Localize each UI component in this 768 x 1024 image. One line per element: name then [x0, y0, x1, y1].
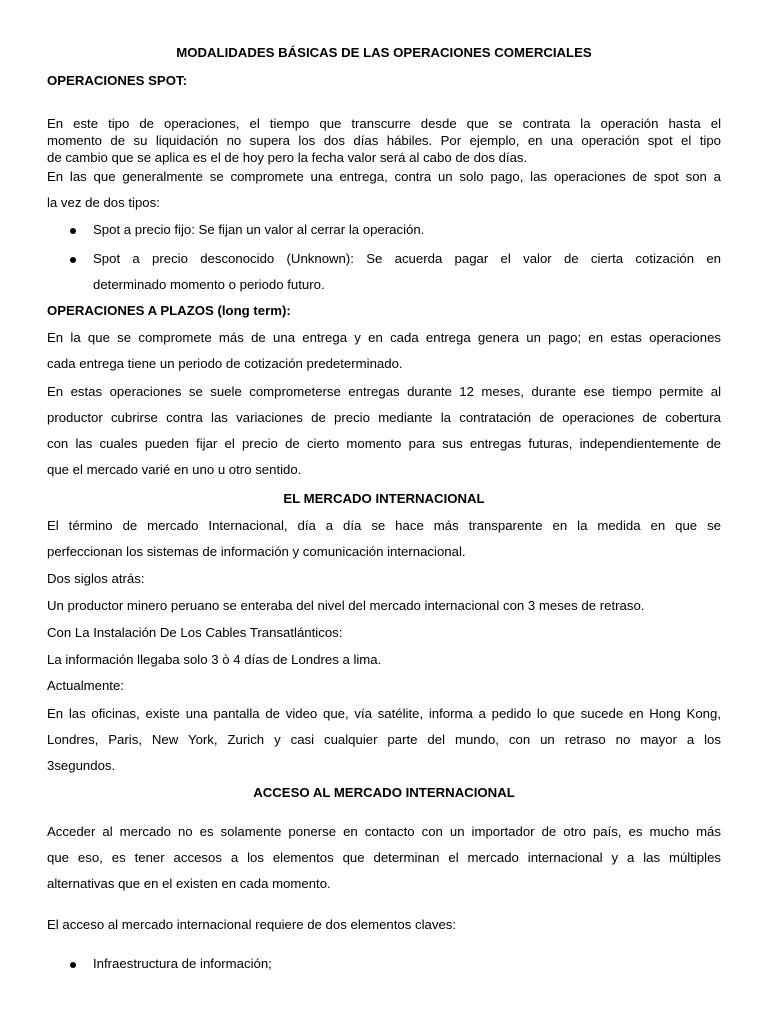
text-line: Spot a precio desconocido (Unknown): Se acuerda pagar el valor de cierta cotización en	[93, 251, 721, 266]
mercado-paragraph-1	[47, 517, 721, 560]
bullet-icon	[70, 251, 76, 266]
text-line: la vez de dos tipos:	[47, 195, 160, 210]
text-line: Londres, Paris, New York, Zurich y casi cualquier parte del mundo, con un retraso no mayor a los	[47, 732, 721, 747]
plazos-paragraph-1	[47, 329, 721, 372]
bullet-text: Infraestructura de información;	[93, 956, 272, 971]
text-line: En este tipo de operaciones, el tiempo que transcurre desde que se contrata la operación hasta el	[47, 116, 721, 131]
spot-heading: OPERACIONES SPOT:	[47, 73, 187, 88]
text-line: El término de mercado Internacional, día a día se hace más transparente en la medida en que se	[47, 518, 721, 533]
text-line: que eso, es tener accesos a los elementos que determinan el mercado internacional y a las múltiples	[47, 850, 721, 865]
plazos-heading: OPERACIONES A PLAZOS (long term):	[47, 303, 291, 318]
bullet-text: Spot a precio fijo: Se fijan un valor al cerrar la operación.	[93, 222, 425, 237]
text-line: Acceder al mercado no es solamente ponerse en contacto con un importador de otro país, es mucho más	[47, 824, 721, 839]
acceso-heading: ACCESO AL MERCADO INTERNACIONAL	[253, 785, 515, 800]
productor-text: Un productor minero peruano se enteraba del nivel del mercado internacional con 3 meses de retraso.	[47, 598, 645, 613]
spot-paragraph-2	[47, 168, 721, 211]
oficinas-paragraph	[47, 705, 721, 774]
text-line: productor cubrirse contra las variaciones de precio mediante la contratación de operaciones de cobertura	[47, 410, 721, 425]
mercado-heading: EL MERCADO INTERNACIONAL	[283, 491, 485, 506]
bullet-icon	[70, 956, 76, 971]
text-line: determinado momento o periodo futuro.	[93, 277, 325, 292]
informacion-text: La información llegaba solo 3 ò 4 días de Londres a lima.	[47, 652, 382, 667]
text-line: alternativas que en el existen en cada momento.	[47, 876, 331, 891]
text-line: En las oficinas, existe una pantalla de video que, vía satélite, informa a pedido lo que sucede en Hong Kong,	[47, 706, 721, 721]
text-line: de cambio que se aplica es el de hoy pero la fecha valor será al cabo de dos días.	[47, 150, 528, 165]
bullet-text	[93, 250, 721, 293]
text-line: En las que generalmente se compromete una entrega, contra un solo pago, las operaciones de spot son a	[47, 169, 721, 184]
text-line: 3segundos.	[47, 758, 116, 773]
cables-label: Con La Instalación De Los Cables Transatlánticos:	[47, 625, 343, 640]
text-line: En estas operaciones se suele comprometerse entregas durante 12 meses, durante ese tiempo permite al	[47, 384, 721, 399]
plazos-paragraph-2	[47, 383, 721, 478]
text-line: que el mercado varié en uno u otro sentido.	[47, 462, 302, 477]
text-line: momento de su liquidación no supera los dos días hábiles. Por ejemplo, en una operación spot el tipo	[47, 133, 721, 148]
text-line: perfeccionan los sistemas de información y comunicación internacional.	[47, 544, 466, 559]
dos-siglos-label: Dos siglos atrás:	[47, 571, 145, 586]
acceso-paragraph-1	[47, 823, 721, 892]
text-line: cada entrega tiene un periodo de cotización predeterminado.	[47, 356, 403, 371]
text-line: En la que se compromete más de una entrega y en cada entrega genera un pago; en estas operaciones	[47, 330, 721, 345]
document-title: MODALIDADES BÁSICAS DE LAS OPERACIONES COMERCIALES	[176, 45, 592, 60]
acceso-paragraph-2: El acceso al mercado internacional requiere de dos elementos claves:	[47, 917, 457, 932]
spot-paragraph-1	[47, 115, 721, 166]
actualmente-label: Actualmente:	[47, 678, 124, 693]
text-line: con las cuales pueden fijar el precio de cierto momento para sus entregas futuras, independientemente de	[47, 436, 721, 451]
bullet-icon	[70, 222, 76, 237]
